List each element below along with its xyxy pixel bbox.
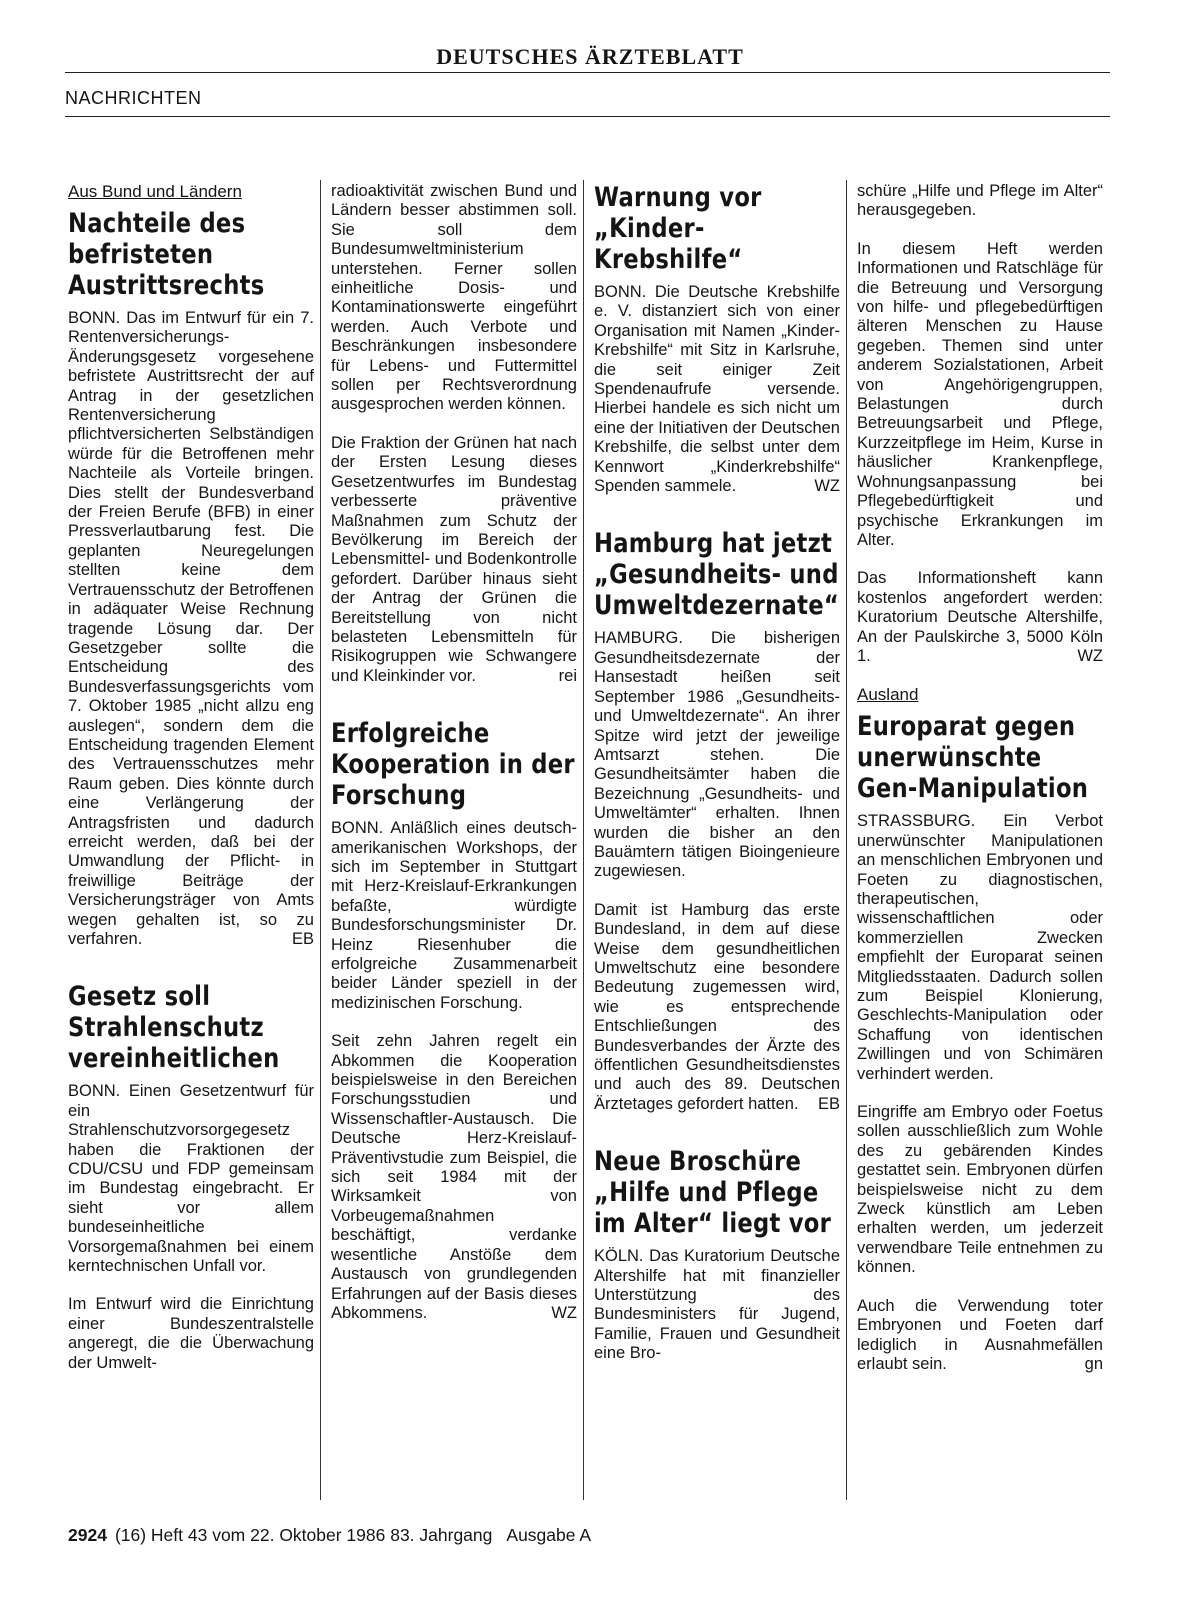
article-text: radioaktivität zwischen Bund und Ländern besser abstimmen soll. Sie soll dem Bundesumweltministerium unterstehen. Ferner sollen einheitliche Dosis- und Kontaminationswerte eingeführt werden. Auch Verbote und Beschränkungen insbesondere für Lebens- und Futtermittel sollen per Rechtsverordnung ausgesprochen werden können. bbox=[331, 182, 577, 414]
author-signature: EB bbox=[291, 930, 314, 948]
headline-austrittsrecht: Nachteile des befristeten Austrittsrechts bbox=[68, 208, 265, 301]
author-signature: WZ bbox=[814, 477, 840, 496]
author-signature: EB bbox=[817, 1094, 840, 1113]
column-divider bbox=[320, 180, 321, 1500]
author-signature: rei bbox=[558, 666, 577, 685]
article-text: STRASSBURG. Ein Verbot unerwünschter Manipulationen an menschlichen Embryonen und Foeten zu diagnostischen, therapeutischen, wissenschaftlichen oder kommerziellen Zwecken empfiehlt der Europarat seinen Mitgliedsstaaten. Dadurch sollen zum Beispiel Klonierung, Geschlechts-Manipulation oder Schaffung von identischen Zwillingen und von Schimären verhindert werden. bbox=[857, 812, 1103, 1083]
article-text: BONN. Das im Entwurf für ein 7. Rentenversicherungs-Änderungsgesetz vorgesehene befristete Austrittsrecht der auf Antrag in der gesetzlichen Rentenversicherung pflichtversicherten Selbständigen würde für die Betroffenen mehr Nachteile als Vorteile bringen. Dies stellt der Bundesverband der Freien Berufe (BFB) in einer Pressverlautbarung fest. Die geplanten Neuregelungen stellten keine dem Vertrauensschutz der Betroffenen in adäquater Weise Rechnung tragende Lösung dar. Der Gesetzgeber sollte die Entscheidung des Bundesverfassungsgerichts vom 7. Oktober 1985 „nicht allzu eng auslegen“, sondern dem die Entscheidung tragenden Element des Vertrauensschutzes mehr Raum geben. Dies könnte durch eine Verlängerung der Antragsfristen und dadurch erreicht werden, daß bei der Umwandlung der Pflicht- in freiwillige Beiträge der Versicherungsträger von Amts wegen gehalten ist, so zu verfahren. EB bbox=[68, 309, 314, 948]
headline-kinder-krebshilfe: Warnung vor „Kinder-Krebshilfe“ bbox=[594, 182, 762, 275]
masthead: DEUTSCHES ÄRZTEBLATT bbox=[436, 44, 744, 69]
column-2 bbox=[331, 182, 577, 1323]
author-signature: WZ bbox=[1077, 646, 1103, 665]
article-text: Eingriffe am Embryo oder Foetus sollen ausschließlich zum Wohle des zu gebärenden Kindes gestattet sein. Embryonen dürfen beispielsweise nicht zu dem Zweck künstlich am Leben erhalten werden, um jederzeit verwendbare Teile entnehmen zu können. bbox=[857, 1103, 1103, 1277]
section-rule bbox=[65, 116, 1110, 117]
column-1 bbox=[68, 182, 314, 1373]
page-footer bbox=[68, 1525, 591, 1546]
article-text: Das Informationsheft kann kostenlos angefordert werden: Kuratorium Deutsche Altershilfe, An der Paulskirche 3, 5000 Köln 1. WZ bbox=[857, 569, 1103, 665]
headline-kooperation: Erfolgreiche Kooperation in der Forschung bbox=[331, 718, 575, 812]
article-text: BONN. Einen Gesetzentwurf für ein Strahlenschutzvorsorgegesetz haben die Fraktionen der CDU/CSU und FDP gemeinsam im Bundestag eingebracht. Er sieht vor allem bundeseinheitliche Vorsorgemaßnahmen bei einem kerntechnischen Unfall vor. bbox=[68, 1082, 314, 1276]
article-text: schüre „Hilfe und Pflege im Alter“ herausgegeben. bbox=[857, 182, 1103, 220]
column-divider bbox=[846, 180, 847, 1500]
masthead-rule bbox=[65, 72, 1110, 73]
section-label: NACHRICHTEN bbox=[65, 88, 202, 108]
article-text: BONN. Anläßlich eines deutsch-amerikanischen Workshops, der sich im September in Stuttgart mit Herz-Kreislauf-Erkrankungen befaßte, würdigte Bundesforschungsminister Dr. Heinz Riesenhuber die erfolgreiche Zusammenarbeit beider Länder speziell in der medizinischen Forschung. bbox=[331, 819, 577, 1012]
kicker-bund-laender: Aus Bund und Ländern bbox=[68, 182, 242, 201]
headline-broschuere: Neue Broschüre „Hilfe und Pflege im Alter“ liegt vor bbox=[594, 1146, 832, 1240]
article-text: BONN. Die Deutsche Krebshilfe e. V. distanziert sich von einer Organisation mit Namen „Kinder-Krebshilfe“ mit Sitz in Karlsruhe, die seit einiger Zeit Spendenaufrufe versende. Hierbei handele es sich nicht um eine der Initiativen der Deutschen Krebshilfe, die selbst unter dem Kennwort „Kinderkrebshilfe“ Spenden sammele. WZ bbox=[594, 283, 840, 496]
author-signature: gn bbox=[1084, 1354, 1103, 1373]
article-text: Auch die Verwendung toter Embryonen und Foeten darf lediglich in Ausnahmefällen erlaubt sein. gn bbox=[857, 1296, 1103, 1373]
column-4 bbox=[857, 182, 1103, 1374]
article-text: HAMBURG. Die bisherigen Gesundheitsdezernate der Hansestadt heißen seit September 1986 „Gesundheits- und Umweltdezernate“. An ihrer Spitze wird jetzt der jeweilige Amtsarzt stehen. Die Gesundheitsämter haben die Bezeichnung „Gesundheits- und Umweltämter“ erhalten. Ihnen wurden die bisher an den Bauämtern tätigen Bioingenieure zugewiesen. bbox=[594, 629, 840, 881]
article-text: Die Fraktion der Grünen hat nach der Ersten Lesung dieses Gesetzentwurfes im Bundestag verbesserte präventive Maßnahmen zum Schutz der Bevölkerung im Bereich der Lebensmittel- und Bodenkontrolle gefordert. Darüber hinaus sieht der Antrag der Grünen die Bereitstellung von nicht belasteten Lebensmitteln für Risikogruppen wie Schwangere und Kleinkinder vor. rei bbox=[331, 433, 577, 685]
edition-label: Ausgabe A bbox=[506, 1525, 592, 1545]
issue-info: (16) Heft 43 vom 22. Oktober 1986 83. Jahrgang bbox=[114, 1525, 493, 1545]
article-text: Seit zehn Jahren regelt ein Abkommen die Kooperation beispielsweise in den Bereichen Forschungsstudien und Wissenschaftler-Austausch. Die Deutsche Herz-Kreislauf-Präventivstudie zum Beispiel, die sich seit 1984 mit der Wirksamkeit von Vorbeugemaßnahmen beschäftigt, verdanke wesentliche Anstöße dem Austausch von grundlegenden Erfahrungen auf der Basis dieses Abkommens. WZ bbox=[331, 1032, 577, 1322]
headline-strahlenschutz: Gesetz soll Strahlenschutz vereinheitlichen bbox=[68, 981, 280, 1075]
article-text: Im Entwurf wird die Einrichtung einer Bundeszentralstelle angeregt, die die Überwachung der Umwelt- bbox=[68, 1295, 314, 1372]
column-3 bbox=[594, 182, 840, 1364]
article-text: Damit ist Hamburg das erste Bundesland, in dem auf diese Weise dem gesundheitlichen Umweltschutz eine besondere Bedeutung zugemessen wird, wie es entsprechende Entschließungen des Bundesverbandes der Ärzte des öffentlichen Gesundheitsdienstes und auch des 89. Deutschen Ärztetages gefordert hatten. EB bbox=[594, 900, 840, 1113]
headline-hamburg: Hamburg hat jetzt „Gesundheits- und Umweltdezernate“ bbox=[594, 528, 840, 622]
headline-europarat: Europarat gegen unerwünschte Gen-Manipulation bbox=[857, 711, 1089, 805]
kicker-ausland: Ausland bbox=[857, 685, 919, 705]
page-number: 2924 bbox=[68, 1525, 107, 1545]
article-text: In diesem Heft werden Informationen und Ratschläge für die Betreuung und Versorgung von hilfe- und pflegebedürftigen älteren Menschen zu Hause gegeben. Themen sind unter anderem Sozialstationen, Arbeit von Angehörigengruppen, Belastungen durch Betreuungsarbeit und Pflege, Kurzzeitpflege im Heim, Kurse in häuslicher Krankenpflege, Wohnungsanpassung bei Pflegebedürftigkeit und psychische Erkrankungen im Alter. bbox=[857, 239, 1103, 549]
article-text: KÖLN. Das Kuratorium Deutsche Altershilfe hat mit finanzieller Unterstützung des Bundesministers für Jugend, Familie, Frauen und Gesundheit eine Bro- bbox=[594, 1247, 840, 1363]
author-signature: WZ bbox=[551, 1303, 577, 1322]
column-divider bbox=[583, 180, 584, 1500]
